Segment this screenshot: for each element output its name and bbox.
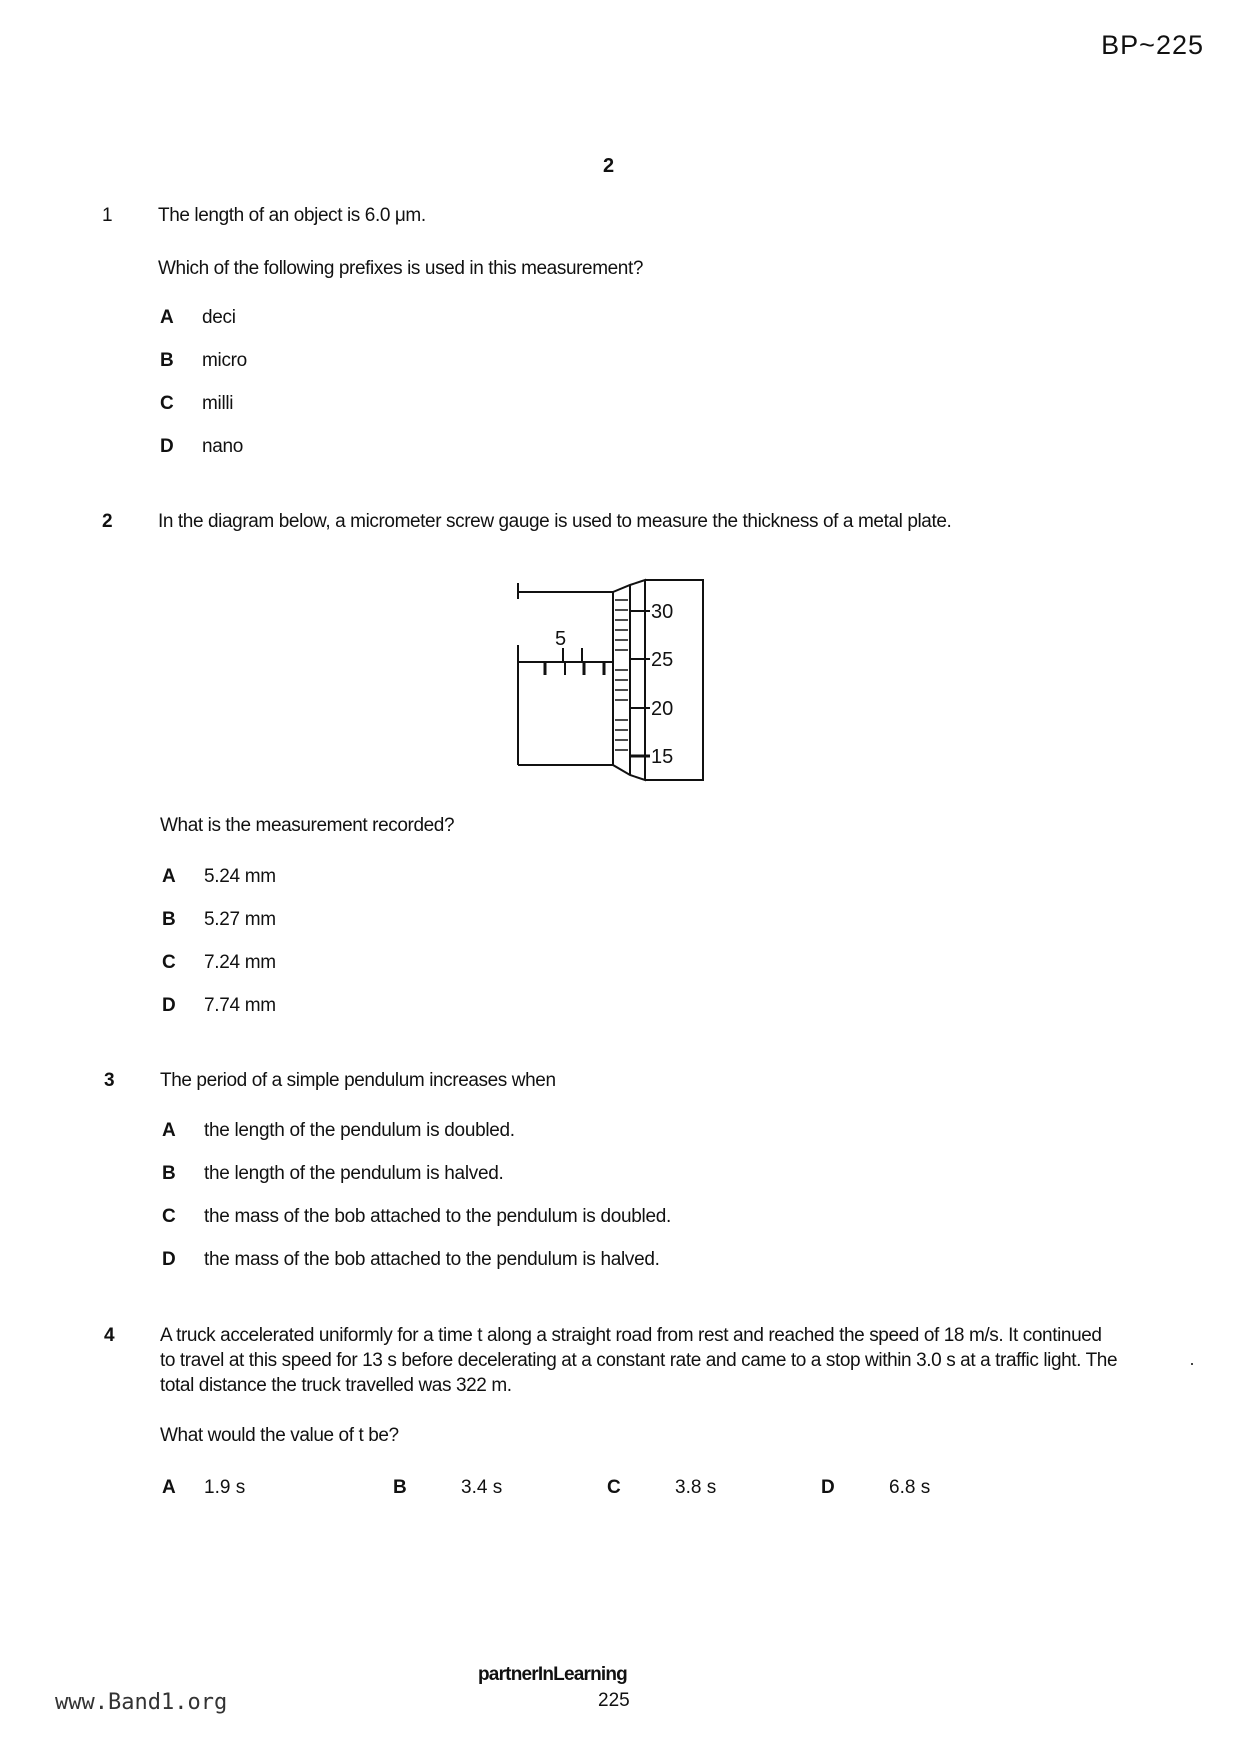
option-letter: A bbox=[162, 1477, 176, 1498]
question-stem: The length of an object is 6.0 μm. bbox=[158, 205, 426, 226]
option-letter: B bbox=[160, 350, 174, 371]
option-letter: D bbox=[821, 1477, 835, 1498]
question-stem: The period of a simple pendulum increases when bbox=[160, 1070, 556, 1091]
option-b[interactable] bbox=[162, 909, 276, 931]
option-text: 7.24 mm bbox=[204, 952, 276, 973]
question-number: 1 bbox=[102, 205, 113, 226]
option-a[interactable] bbox=[160, 307, 236, 329]
option-text: the length of the pendulum is halved. bbox=[204, 1163, 504, 1184]
option-text: the length of the pendulum is doubled. bbox=[204, 1120, 515, 1141]
question-stem: In the diagram below, a micrometer screw gauge is used to measure the thickness of a metal plate. bbox=[158, 511, 952, 532]
option-text: deci bbox=[202, 307, 236, 328]
option-text: the mass of the bob attached to the pendulum is doubled. bbox=[204, 1206, 671, 1227]
question-number: 4 bbox=[104, 1325, 115, 1346]
question-stem: A truck accelerated uniformly for a time t along a straight road from rest and reached the speed of 18 m/s. It continued to travel at this speed for 13 s before decelerating at a constant rate and came to a stop within 3.0 s at a traffic light. The total distance the truck travelled was 322 m. bbox=[160, 1325, 1118, 1396]
question-prompt: Which of the following prefixes is used in this measurement? bbox=[158, 258, 644, 279]
question-prompt: What is the measurement recorded? bbox=[160, 815, 455, 836]
option-text: 6.8 s bbox=[889, 1477, 931, 1498]
option-letter: B bbox=[162, 909, 176, 930]
option-text: 3.4 s bbox=[461, 1477, 503, 1498]
question-number: 2 bbox=[102, 511, 113, 532]
option-text: 5.24 mm bbox=[204, 866, 276, 887]
option-text: 7.74 mm bbox=[204, 995, 276, 1016]
stray-mark bbox=[1191, 1363, 1193, 1365]
option-c[interactable] bbox=[162, 952, 276, 974]
option-b[interactable] bbox=[162, 1163, 503, 1185]
option-letter: C bbox=[162, 952, 176, 973]
option-a[interactable] bbox=[162, 866, 276, 888]
option-c[interactable] bbox=[160, 393, 233, 415]
option-a[interactable] bbox=[162, 1477, 245, 1499]
option-text: 3.8 s bbox=[675, 1477, 717, 1498]
option-letter: D bbox=[162, 995, 176, 1016]
option-letter: B bbox=[162, 1163, 176, 1184]
option-letter: B bbox=[393, 1477, 407, 1498]
option-d[interactable] bbox=[160, 436, 243, 458]
thimble-label: 25 bbox=[651, 649, 674, 671]
sleeve-label: 5 bbox=[555, 628, 567, 650]
option-text: micro bbox=[202, 350, 247, 371]
footer-brand: partnerInLearning bbox=[478, 1664, 627, 1685]
option-text: milli bbox=[202, 393, 234, 414]
footer-website: www.Band1.org bbox=[55, 1690, 228, 1715]
option-letter: A bbox=[162, 1120, 176, 1141]
option-c[interactable] bbox=[162, 1206, 671, 1228]
option-d[interactable] bbox=[162, 1249, 660, 1271]
option-letter: A bbox=[162, 866, 176, 887]
option-letter: C bbox=[160, 393, 174, 414]
option-text: 1.9 s bbox=[204, 1477, 246, 1498]
micrometer-diagram bbox=[515, 575, 710, 785]
question-number: 3 bbox=[104, 1070, 115, 1091]
option-d[interactable] bbox=[821, 1477, 930, 1499]
option-letter: C bbox=[162, 1206, 176, 1227]
option-letter: C bbox=[607, 1477, 621, 1498]
footer-page-number: 225 bbox=[598, 1690, 630, 1711]
option-letter: D bbox=[162, 1249, 176, 1270]
thimble-label: 15 bbox=[651, 746, 674, 768]
thimble-label: 20 bbox=[651, 698, 674, 720]
option-b[interactable] bbox=[160, 350, 247, 372]
option-letter: A bbox=[160, 307, 174, 328]
option-text: nano bbox=[202, 436, 244, 457]
option-c[interactable] bbox=[607, 1477, 716, 1499]
option-d[interactable] bbox=[162, 995, 276, 1017]
thimble-label: 30 bbox=[651, 601, 674, 623]
document-code: BP~225 bbox=[1101, 30, 1204, 60]
option-text: 5.27 mm bbox=[204, 909, 276, 930]
option-b[interactable] bbox=[393, 1477, 502, 1499]
option-text: the mass of the bob attached to the pendulum is halved. bbox=[204, 1249, 660, 1270]
option-letter: D bbox=[160, 436, 174, 457]
option-a[interactable] bbox=[162, 1120, 515, 1142]
question-prompt: What would the value of t be? bbox=[160, 1425, 399, 1446]
page-number: 2 bbox=[603, 155, 615, 177]
